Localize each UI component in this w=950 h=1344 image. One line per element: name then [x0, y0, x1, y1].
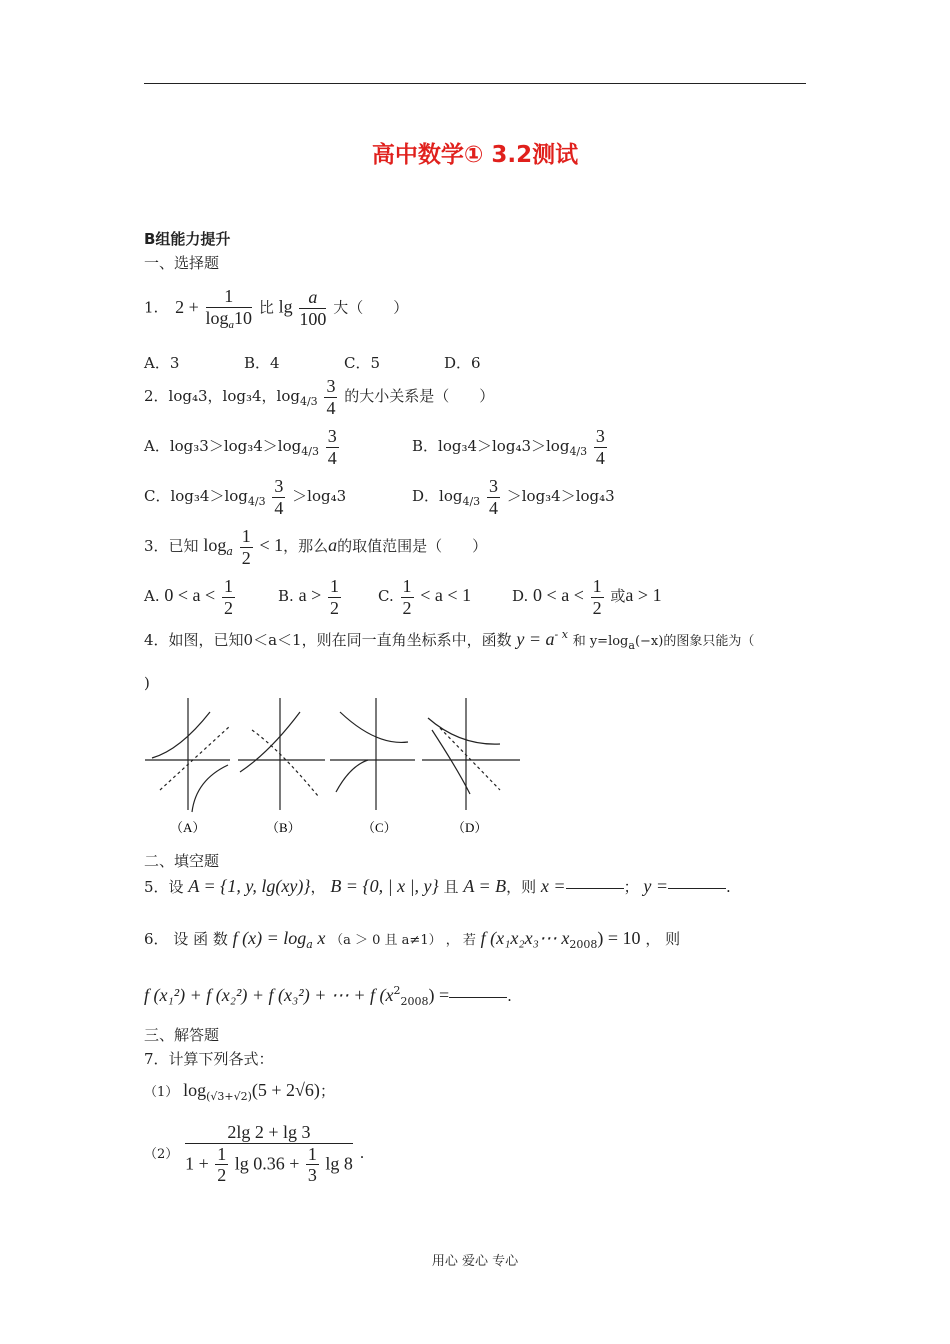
page-title: 高中数学① 3.2测试	[371, 142, 579, 168]
function-graphs	[140, 690, 540, 840]
part-heading-choice: 一、选择题	[144, 254, 220, 272]
graph-b	[238, 698, 325, 810]
top-rule	[144, 83, 806, 84]
section-heading: B组能力提升	[144, 230, 231, 248]
graph-label: （A）	[170, 820, 206, 835]
fraction: $\frac{a}{100}$	[299, 287, 327, 330]
q2-option-a: A．$\log_33>\log_34>\log_{4/3}$ $\frac{3}{4}$	[144, 426, 337, 468]
question-6: 6． 设 函 数 f $(x) = \log_a x$ （a ＞ 0 且 a≠1） ， 若 f (x₁x₂x₃⋯ $x_{2008}) = 10$ ， 则	[144, 928, 681, 951]
graph-d	[422, 698, 520, 810]
page-footer: 用心 爱心 专心	[431, 1254, 519, 1269]
question-3: 3．已知 $\log_a$ $\frac{1}{2}$ < 1，那么a的取值范围是（ ）	[144, 526, 488, 568]
graph-label: （C）	[362, 820, 397, 835]
graph-a	[145, 698, 230, 812]
graph-label: （B）	[266, 820, 301, 835]
q2-option-d: D．$\log_{4/3}$ $\frac{3}{4}$ ＞log₃4＞log₄3	[412, 476, 615, 518]
question-4: 4．如图，已知0＜a＜1，则在同一直角坐标系中，函数 $y = a^{- x}$ 和 $y=\log_a(-x)$的图象只能为（	[144, 628, 755, 652]
graph-label: （D）	[452, 820, 488, 835]
question-1: 1. 2 + $\frac{1}{\log_a10}$ 比 lg $\frac{a}{100}$ 大（ ）	[144, 286, 409, 331]
q3-option-c: C. $\frac{1}{2}$ < a < 1	[378, 576, 472, 618]
q2-option-b: B．$\log_34>\log_43>\log_{4/3}$ $\frac{3}{4}$	[412, 426, 605, 468]
question-7: 7．计算下列各式：	[144, 1050, 274, 1068]
option-b: B．4	[244, 354, 280, 372]
part-heading-fill: 二、填空题	[144, 852, 220, 870]
option-a: A．3	[144, 354, 180, 372]
answer-blank[interactable]	[668, 887, 726, 889]
question-2: 2．log₄3，log₃4，$\log_{4/3}$ $\frac{3}{4}$ 的大小关系是（ ）	[144, 376, 495, 418]
answer-blank[interactable]	[449, 996, 507, 998]
question-5: 5．设 A = {1, y, lg(xy)}， B = {0, | x |, y} 且 A = B，则 x = ； y = .	[144, 876, 731, 896]
q3-option-a: A. 0 < a < $\frac{1}{2}$	[144, 576, 233, 618]
graph-c	[330, 698, 415, 810]
q7-part-1: （1） $\log_{(√3+√2)}(5 + 2√6)$；	[144, 1080, 335, 1103]
fraction: 2lg 2 + lg 3 1 + $\frac{1}{2}$ lg 0.36 + $\frac{1}{3}$ lg 8	[185, 1122, 353, 1186]
option-d: D．6	[444, 354, 481, 372]
q4-close: )	[144, 674, 150, 692]
answer-blank[interactable]	[566, 887, 624, 889]
option-c: C．5	[344, 354, 381, 372]
q2-option-c: C．$\log_34>\log_{4/3}$ $\frac{3}{4}$ ＞log₄3	[144, 476, 347, 518]
q7-part-2: （2） 2lg 2 + lg 3 1 + $\frac{1}{2}$ lg 0.36 + $\frac{1}{3}$ lg 8 .	[144, 1122, 365, 1186]
q3-option-d: D. 0 < a < $\frac{1}{2}$ 或a > 1	[512, 576, 662, 618]
q3-option-b: B. a > $\frac{1}{2}$	[278, 576, 339, 618]
part-heading-solve: 三、解答题	[144, 1026, 220, 1044]
fraction: $\frac{1}{\log_a10}$	[205, 286, 253, 331]
question-6-sum: f (x₁²) + f (x₂²) + f (x₃²) + ⋯ + f $(x^2_{2008})$ = .	[144, 984, 512, 1008]
